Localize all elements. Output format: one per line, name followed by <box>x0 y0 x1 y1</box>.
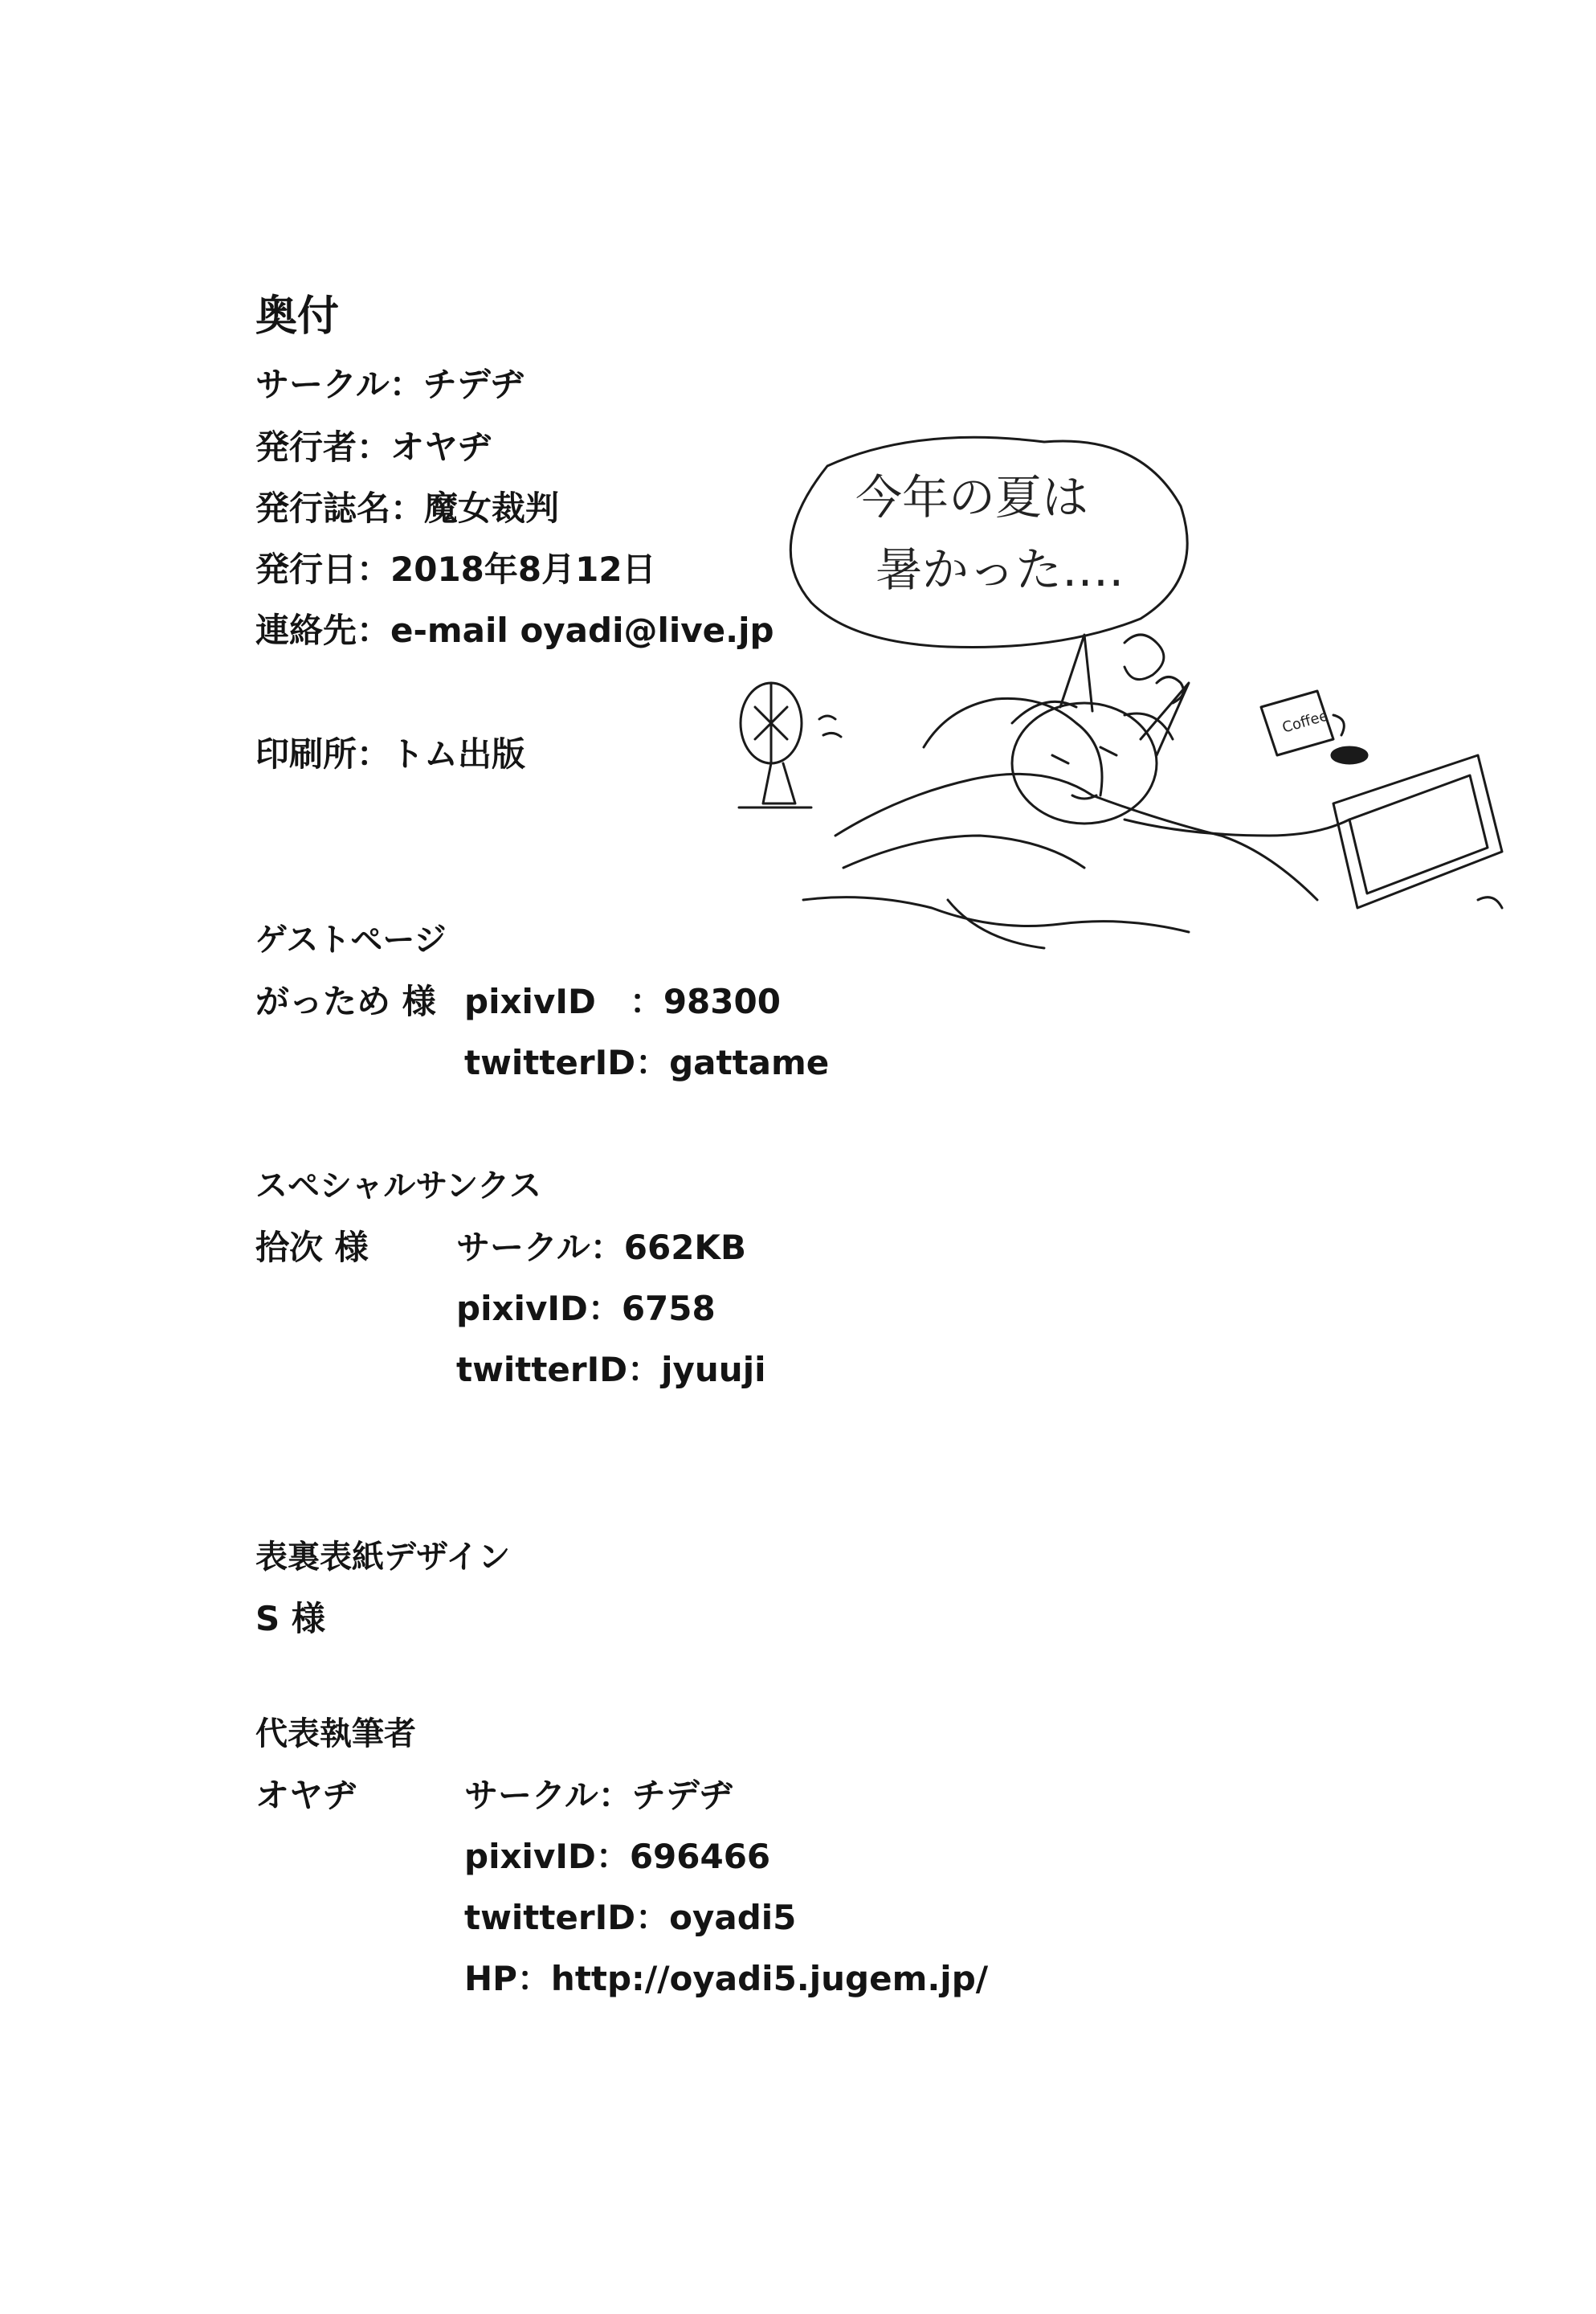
author-circle: サークル：チデヂ <box>464 1776 733 1815</box>
bubble-line-2: 暑かった‥‥ <box>876 542 1125 597</box>
tablet-icon <box>1333 755 1502 908</box>
sketch-illustration <box>707 418 1526 996</box>
colophon-circle: サークル：チデヂ <box>255 365 525 404</box>
guest-pixiv: pixivID ：98300 <box>464 982 781 1021</box>
author-name: オヤヂ <box>255 1776 357 1815</box>
sketch-drawing <box>707 418 1526 996</box>
thanks-name: 拾次 様 <box>255 1228 369 1267</box>
cover-name: S 様 <box>255 1599 325 1638</box>
colophon-book-title: 発行誌名：魔女裁判 <box>255 489 560 528</box>
character-figure <box>803 635 1349 948</box>
colophon-printer: 印刷所：トム出版 <box>255 734 526 774</box>
thanks-pixiv: pixivID：6758 <box>456 1289 716 1328</box>
cup-label: Coffee <box>1280 707 1330 737</box>
author-twitter: twitterID：oyadi5 <box>464 1898 797 1937</box>
thanks-heading: スペシャルサンクス <box>255 1167 541 1204</box>
fan-icon <box>739 683 841 807</box>
author-heading: 代表執筆者 <box>255 1715 416 1752</box>
colophon-issue-date: 発行日：2018年8月12日 <box>255 550 656 589</box>
guest-name: がっため 様 <box>255 982 436 1021</box>
guest-twitter: twitterID：gattame <box>464 1043 830 1082</box>
colophon-title: 奥付 <box>255 292 340 341</box>
colophon-publisher: 発行者：オヤヂ <box>255 427 492 467</box>
author-pixiv: pixivID：696466 <box>464 1837 771 1876</box>
colophon-contact: 連絡先：e-mail oyadi@live.jp <box>255 611 774 650</box>
thanks-twitter: twitterID：jyuuji <box>456 1350 766 1389</box>
guest-heading: ゲストページ <box>255 922 447 959</box>
bubble-line-1: 今年の夏は <box>855 470 1089 525</box>
thanks-circle: サークル：662KB <box>456 1228 746 1267</box>
thought-trail <box>1125 635 1183 703</box>
cover-heading: 表裏表紙デザイン <box>255 1539 511 1576</box>
author-hp: HP：http://oyadi5.jugem.jp/ <box>464 1959 989 1998</box>
